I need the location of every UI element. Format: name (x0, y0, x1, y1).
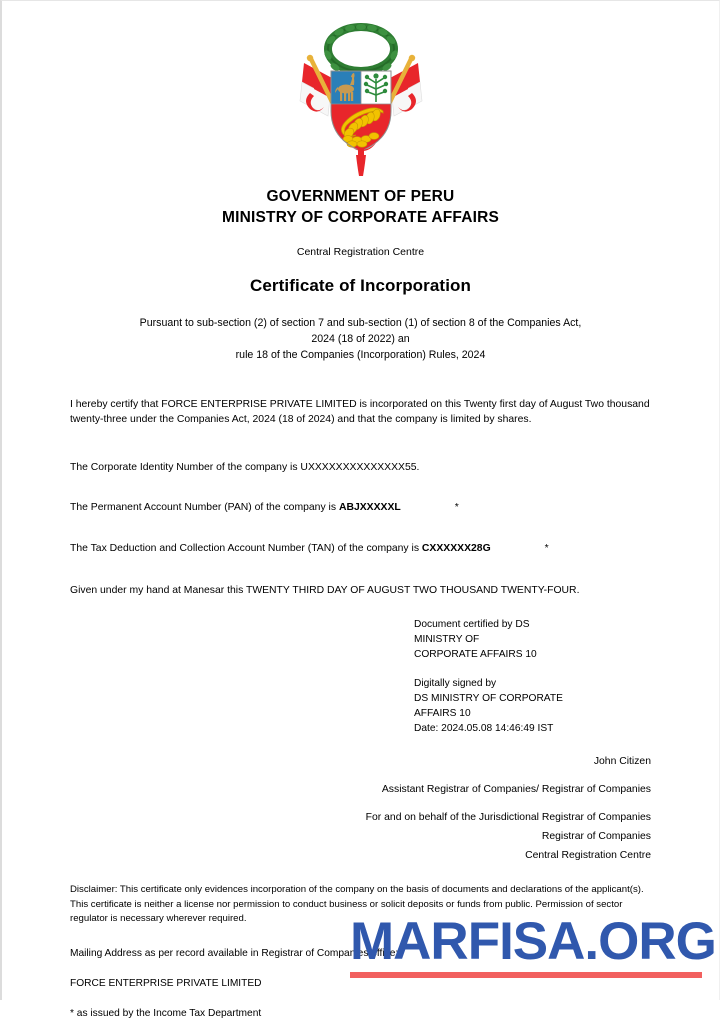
digital-signature-date: Date: 2024.05.08 14:46:49 IST (414, 722, 554, 734)
pursuant-line-1: Pursuant to sub-section (2) of section 7 and sub-section (1) of section 8 of the Companies Act, (139, 316, 582, 329)
signatory-block (2, 756, 719, 861)
pan-label: The Permanent Account Number (PAN) of the company is (70, 502, 339, 514)
certified-line-1: Document certified by DS (414, 619, 530, 631)
certify-paragraph: I hereby certify that FORCE ENTERPRISE PRIVATE LIMITED is incorporated on this Twenty first day of August Two thousand twenty-three under the Companies Act, 2024 (18 of 2024) and that the company is limited by shares. (70, 399, 650, 426)
income-tax-footnote: * as issued by the Income Tax Department (70, 1008, 262, 1019)
pan-asterisk: * (454, 502, 459, 514)
tan-value: CXXXXXX28G (421, 542, 491, 554)
digital-signature-block (2, 677, 719, 736)
pan-value: ABJXXXXXL (338, 502, 401, 514)
mailing-address-label: Mailing Address as per record available in Registrar of Companies office: (70, 948, 399, 960)
signatory-on-behalf: For and on behalf of the Jurisdictional Registrar of Companies (365, 812, 651, 824)
government-line-1: GOVERNMENT OF PERU (266, 188, 455, 205)
given-under-hand-line: Given under my hand at Manesar this TWENTY THIRD DAY OF AUGUST TWO THOUSAND TWENTY-FOUR. (70, 584, 580, 596)
tan-label: The Tax Deduction and Collection Account Number (TAN) of the company is (70, 542, 422, 554)
tan-asterisk: * (544, 542, 549, 554)
signatory-office: Registrar of Companies (541, 831, 651, 843)
watermark-text: MARFISA.ORG (350, 912, 716, 971)
emblem-container (2, 1, 719, 178)
certificate-title: Certificate of Incorporation (250, 275, 471, 295)
disclaimer-text: Disclaimer: This certificate only evidences incorporation of the company on the basis of documents and declarations of the applicant(s). This certificate is neither a license nor permission to conduct business or solicit deposits or funds from public. Permission of sector regulator is necessary wherever required. (70, 884, 644, 924)
document-certified-block (2, 618, 719, 662)
header-subtitle: Central Registration Centre (296, 245, 425, 258)
government-line-2: MINISTRY OF CORPORATE AFFAIRS (221, 209, 500, 227)
certified-line-2: MINISTRY OF (414, 634, 480, 646)
tan-line (70, 541, 651, 556)
digital-signature-line-3: AFFAIRS 10 (414, 707, 471, 719)
peru-coat-of-arms-emblem (286, 23, 436, 178)
digital-signature-line-2: DS MINISTRY OF CORPORATE (414, 693, 563, 705)
mailing-company-name: FORCE ENTERPRISE PRIVATE LIMITED (70, 978, 262, 990)
signatory-centre: Central Registration Centre (525, 850, 651, 862)
page-title (2, 186, 719, 229)
digital-signature-line-1: Digitally signed by (414, 678, 497, 690)
pursuant-block (2, 315, 719, 363)
pursuant-line-3: rule 18 of the Companies (Incorporation) Rules, 2024 (235, 348, 486, 361)
pursuant-line-2: 2024 (18 of 2022) an (311, 332, 410, 345)
cin-line: The Corporate Identity Number of the company is UXXXXXXXXXXXXXX55. (70, 461, 420, 473)
watermark (350, 912, 716, 978)
signatory-name: John Citizen (593, 756, 651, 768)
signatory-designation: Assistant Registrar of Companies/ Registrar of Companies (381, 784, 651, 796)
pan-line (70, 500, 651, 515)
certified-line-3: CORPORATE AFFAIRS 10 (414, 648, 537, 660)
watermark-underline (350, 972, 702, 978)
body-area (2, 397, 719, 598)
